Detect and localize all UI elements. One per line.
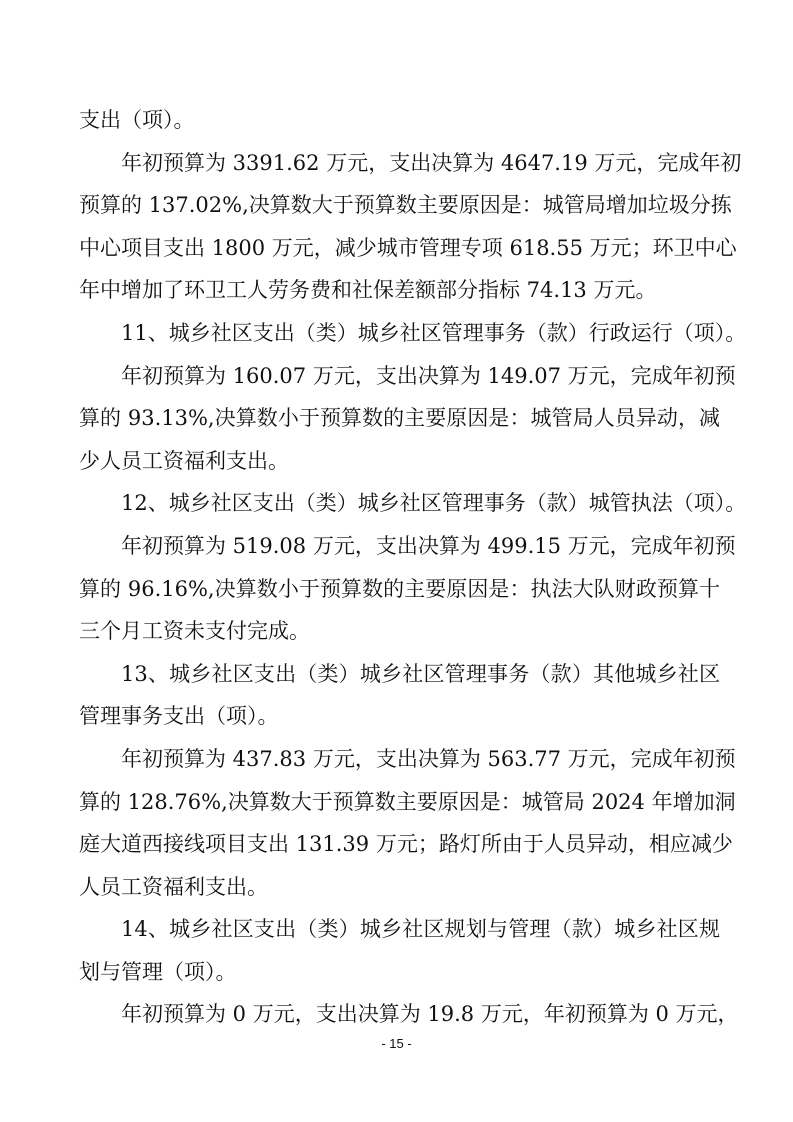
paragraph bbox=[79, 908, 720, 993]
text-line: 13、城乡社区支出（类）城乡社区管理事务（款）其他城乡社区 bbox=[121, 661, 720, 686]
paragraph bbox=[79, 142, 742, 312]
paragraph bbox=[79, 482, 747, 525]
text-line: 中心项目支出 1800 万元，减少城市管理专项 618.55 万元；环卫中心 bbox=[79, 235, 737, 260]
text-line: 11、城乡社区支出（类）城乡社区管理事务（款）行政运行（项）。 bbox=[121, 320, 747, 345]
text-line: 12、城乡社区支出（类）城乡社区管理事务（款）城管执法（项）。 bbox=[121, 491, 747, 516]
text-line: 年中增加了环卫工人劳务费和社保差额部分指标 74.13 万元。 bbox=[79, 278, 657, 303]
text-line: 年初预算为 519.08 万元，支出决算为 499.15 万元，完成年初预 bbox=[121, 533, 736, 558]
text-line: 算的 96.16%,决算数小于预算数的主要原因是：执法大队财政预算十 bbox=[79, 576, 720, 601]
text-line: 算的 93.13%,决算数小于预算数的主要原因是：城管局人员异动，减 bbox=[79, 406, 720, 431]
text-line: 三个月工资未支付完成。 bbox=[79, 619, 310, 644]
document-body bbox=[79, 99, 747, 1036]
paragraph bbox=[79, 653, 720, 738]
text-line: 预算的 137.02%,决算数大于预算数主要原因是：城管局增加垃圾分拣 bbox=[79, 193, 732, 218]
paragraph bbox=[79, 993, 739, 1036]
paragraph bbox=[79, 738, 736, 908]
paragraph bbox=[79, 355, 736, 483]
text-line: 划与管理（项）。 bbox=[79, 959, 237, 984]
paragraph bbox=[79, 525, 736, 653]
text-line: 算的 128.76%,决算数大于预算数主要原因是：城管局 2024 年增加洞 bbox=[79, 789, 736, 814]
paragraph bbox=[79, 312, 747, 355]
text-line: 年初预算为 437.83 万元，支出决算为 563.77 万元，完成年初预 bbox=[121, 746, 736, 771]
text-line: 少人员工资福利支出。 bbox=[79, 448, 289, 473]
text-line: 庭大道西接线项目支出 131.39 万元；路灯所由于人员异动，相应减少 bbox=[79, 832, 733, 857]
text-line: 年初预算为 0 万元，支出决算为 19.8 万元，年初预算为 0 万元， bbox=[121, 1002, 739, 1027]
text-line: 年初预算为 160.07 万元，支出决算为 149.07 万元，完成年初预 bbox=[121, 363, 736, 388]
text-line: 支出（项）。 bbox=[79, 108, 195, 132]
text-line: 年初预算为 3391.62 万元，支出决算为 4647.19 万元，完成年初 bbox=[121, 150, 742, 175]
text-line: 管理事务支出（项）。 bbox=[79, 704, 279, 729]
text-line: 人员工资福利支出。 bbox=[79, 874, 268, 899]
text-line: 14、城乡社区支出（类）城乡社区规划与管理（款）城乡社区规 bbox=[121, 917, 720, 942]
page-number: - 15 - bbox=[381, 1036, 412, 1051]
paragraph bbox=[79, 99, 720, 142]
